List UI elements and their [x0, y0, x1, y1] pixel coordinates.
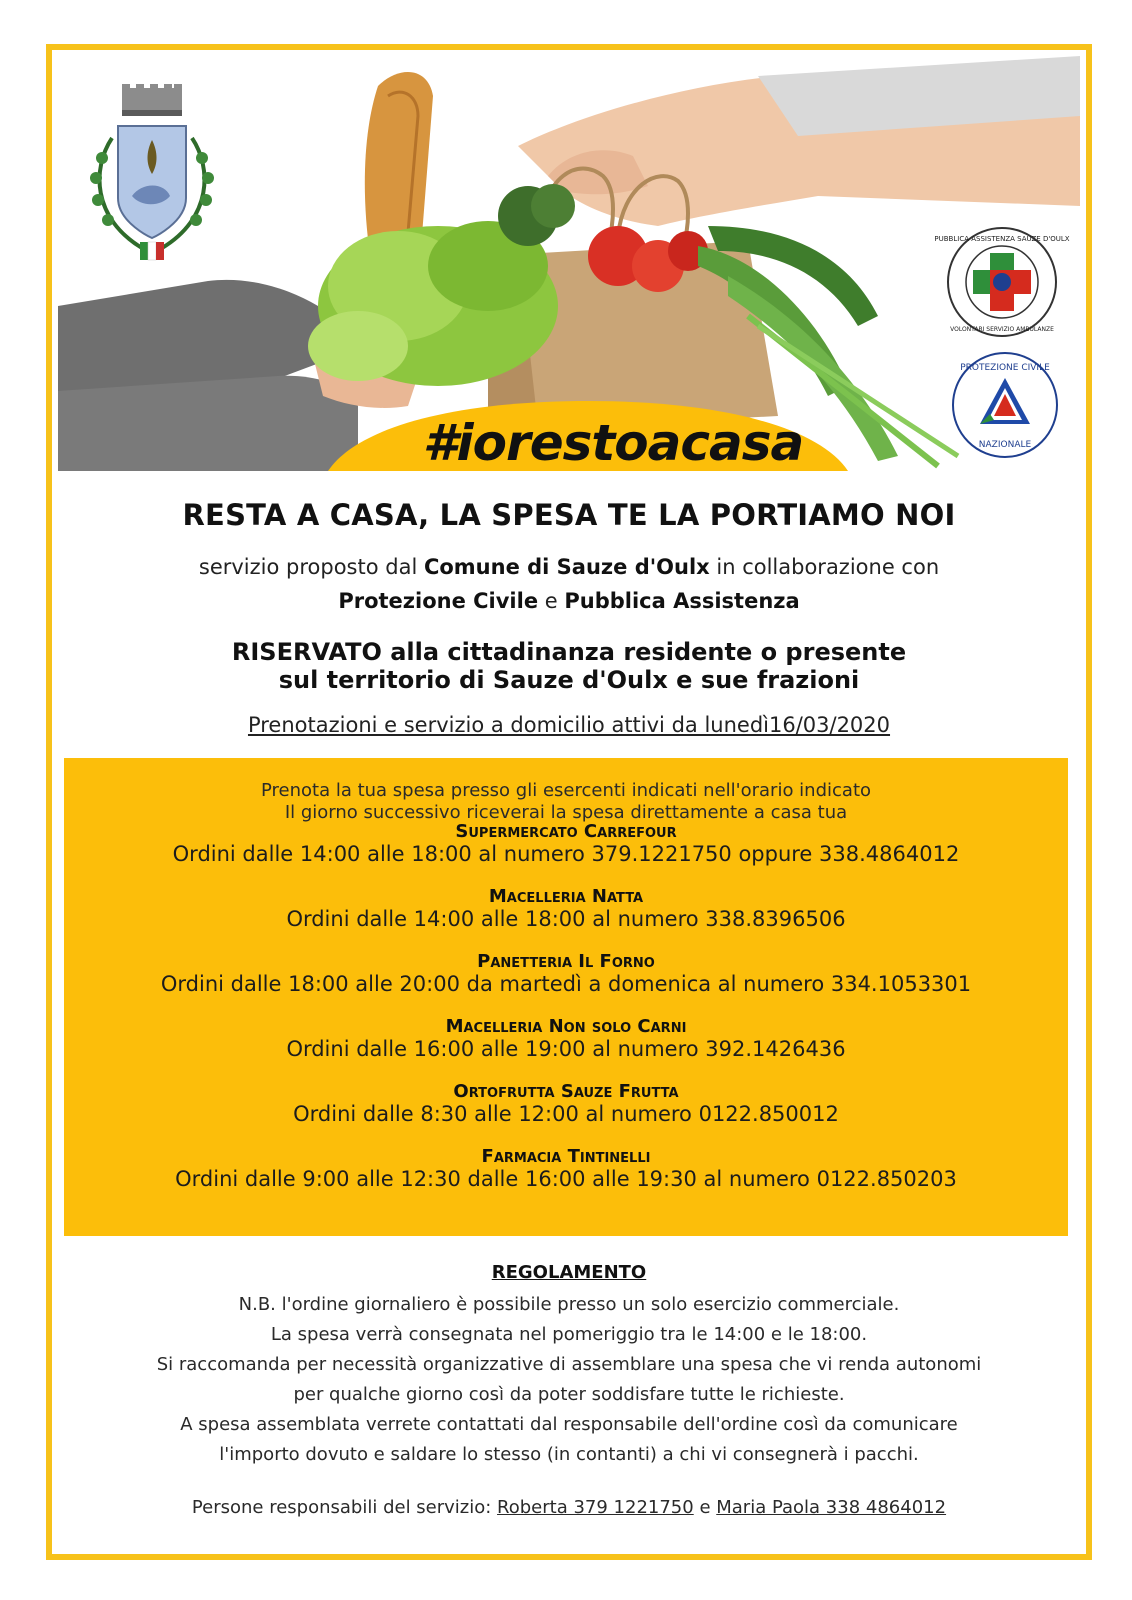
rules-line: l'importo dovuto e saldare lo stesso (in contanti) a chi vi consegnerà i pacchi. [219, 1444, 919, 1465]
shop-hours: Ordini dalle 16:00 alle 19:00 al numero 392.1426436 [286, 1037, 846, 1061]
pa-logo-text: PUBBLICA ASSISTENZA SAUZE D'OULX [934, 235, 1070, 243]
rules-text [58, 1290, 1080, 1470]
subtitle-protezione-civile: Protezione Civile [338, 589, 539, 613]
subtitle-suffix: in collaborazione con [709, 555, 940, 579]
pc-logo-text-top: PROTEZIONE CIVILE [960, 363, 1050, 373]
reserved-line2: sul territorio di Sauze d'Oulx e sue frazioni [278, 666, 860, 694]
pc-logo-text-bottom: NAZIONALE [978, 440, 1032, 450]
subtitle-pubblica-assistenza: Pubblica Assistenza [564, 589, 800, 613]
rules-line: per qualche giorno così da poter soddisfare tutte le richieste. [293, 1384, 845, 1405]
subtitle-prefix: servizio proposto dal [198, 555, 424, 579]
subtitle-and: e [538, 589, 565, 613]
protezione-civile-logo-icon [950, 350, 1060, 460]
reserved-line1: RISERVATO alla cittadinanza residente o presente [231, 638, 907, 666]
hashtag-label: #iorestoacasa [422, 414, 804, 472]
start-date-notice [58, 713, 1080, 737]
municipal-crest-icon [72, 78, 232, 268]
pa-logo-subtext: VOLONTARI SERVIZIO AMBULANZE [950, 326, 1054, 333]
shop-name: Panetteria Il Forno [477, 951, 655, 972]
shop-name: Farmacia Tintinelli [481, 1146, 651, 1167]
intro-line1: Prenota la tua spesa presso gli esercenti indicati nell'orario indicato [260, 780, 872, 801]
shops-intro [64, 780, 1068, 824]
shop-name: Supermercato Carrefour [455, 821, 677, 842]
shop-hours: Ordini dalle 14:00 alle 18:00 al numero 338.8396506 [286, 907, 846, 931]
shop-entry [64, 1017, 1068, 1061]
subtitle-comune: Comune di Sauze d'Oulx [423, 555, 710, 579]
shops-box [64, 758, 1068, 1236]
subtitle [58, 550, 1080, 618]
shop-hours: Ordini dalle 9:00 alle 12:30 dalle 16:00 alle 19:30 al numero 0122.850203 [175, 1167, 957, 1191]
responsible-person-2: Maria Paola 338 4864012 [716, 1497, 947, 1518]
responsible-prefix: Persone responsabili del servizio: [191, 1497, 498, 1518]
shop-name: Ortofrutta Sauze Frutta [453, 1081, 679, 1102]
intro-line2: Il giorno successivo riceverai la spesa direttamente a casa tua [284, 802, 848, 823]
shop-entry [64, 1082, 1068, 1126]
subtitle-line1 [58, 550, 1080, 584]
rules-line: Si raccomanda per necessità organizzative di assemblare una spesa che vi renda autonomi [156, 1354, 982, 1375]
reserved-notice [58, 638, 1080, 694]
shop-entry [64, 952, 1068, 996]
start-date-text: Prenotazioni e servizio a domicilio attivi da lunedì16/03/2020 [247, 713, 891, 737]
shop-entry [64, 1147, 1068, 1191]
shop-entry [64, 822, 1068, 866]
shop-name: Macelleria Natta [488, 886, 644, 907]
shop-hours: Ordini dalle 8:30 alle 12:00 al numero 0122.850012 [293, 1102, 839, 1126]
responsible-person-1: Roberta 379 1221750 [497, 1497, 694, 1518]
responsible-and: e [693, 1497, 717, 1518]
page-title: RESTA A CASA, LA SPESA TE LA PORTIAMO NOI [182, 498, 956, 532]
rules-line: La spesa verrà consegnata nel pomeriggio tra le 14:00 e le 18:00. [270, 1324, 868, 1345]
rules-title: REGOLAMENTO [491, 1262, 647, 1283]
pubblica-assistenza-logo-icon [934, 225, 1070, 340]
shop-hours: Ordini dalle 14:00 alle 18:00 al numero 379.1221750 oppure 338.4864012 [172, 842, 960, 866]
shop-entry [64, 887, 1068, 931]
shop-hours: Ordini dalle 18:00 alle 20:00 da martedì a domenica al numero 334.1053301 [160, 972, 972, 996]
responsible-persons [58, 1497, 1080, 1518]
rules-line: A spesa assemblata verrete contattati dal responsabile dell'ordine così da comunicare [180, 1414, 958, 1435]
subtitle-line2 [58, 584, 1080, 618]
shop-name: Macelleria Non solo Carni [445, 1016, 687, 1037]
rules-line: N.B. l'ordine giornaliero è possibile presso un solo esercizio commerciale. [238, 1294, 900, 1315]
